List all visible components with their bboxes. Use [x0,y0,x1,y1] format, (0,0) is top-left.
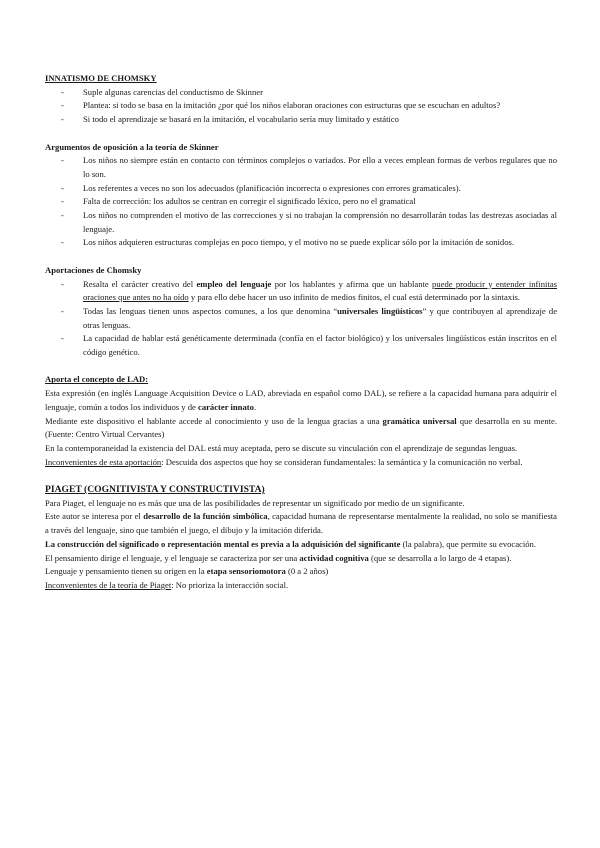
bold-term: desarrollo de la función simbólica [143,511,268,522]
argumentos-list [45,154,557,250]
section-title-aportaciones: Aportaciones de Chomsky [45,264,142,275]
underlined-label: Inconvenientes de la teoría de Piaget [45,579,172,590]
bold-term: etapa sensoriomotora [206,566,286,577]
document-page [45,72,557,593]
list-item: - Falta de corrección: los adultos se centran en corregir el significado léxico, pero no el gramatical [83,195,557,209]
section-title-argumentos: Argumentos de oposición a la teoría de Skinner [45,141,219,152]
paragraph: Lenguaje y pensamiento tienen su origen en la etapa sensoriomotora (0 a 2 años) [45,566,329,577]
list-item: - Todas las lenguas tienen unos aspectos comunes, a los que denomina “universales lingüísticos” y que contribuyen al aprendizaje de otras lenguas. [83,305,557,332]
bold-term: gramática universal [382,415,457,426]
bold-term: universales lingüísticos [337,305,423,316]
bold-term: actividad cognitiva [299,552,369,563]
section-title-innatismo: INNATISMO DE CHOMSKY [45,73,157,83]
list-item: - Los niños adquieren estructuras complejas en poco tiempo, y el motivo no se puede explicar sólo por la imitación de sonidos. [83,236,557,250]
paragraph: El pensamiento dirige el lenguaje, y el lenguaje se caracteriza por ser una actividad cognitiva (que se desarrolla a lo largo de 4 etapas). [45,552,512,563]
list-item: - Si todo el aprendizaje se basará en la imitación, el vocabulario sería muy limitado y estático [83,113,557,127]
list-item: - Resalta el carácter creativo del empleo del lenguaje por los hablantes y afirma que un hablante puede producir y entender infinitas oraciones que antes no ha oído y para ello debe hacer un uso infinito de medios finitos, el cual está determinado por la sintaxis. [83,278,557,305]
list-item: - Los niños no siempre están en contacto con términos complejos o variados. Por ello a veces emplean formas de verbos regulares que no lo son. [83,154,557,181]
paragraph: La construcción del significado o representación mental es previa a la adquisición del significante (la palabra), que permite su evocación. [45,538,536,549]
section-title-lad: Aporta el concepto de LAD: [45,374,149,385]
bold-term: La construcción del significado o representación mental es previa a la adquisición del significante [45,538,401,549]
bold-term: empleo del lenguaje [196,278,272,289]
paragraph: Inconvenientes de esta aportación: Descuida dos aspectos que hoy se consideran fundamentales: la semántica y la comunicación no verbal. [45,456,523,467]
list-item: - Los niños no comprenden el motivo de las correcciones y si no trabajan la comprensión no desarrollarán todas las destrezas asociadas al lenguaje. [83,209,557,236]
paragraph: Mediante este dispositivo el hablante accede al conocimiento y uso de la lengua gracias a una gramática universal que desarrolla en su mente. (Fuente: Centro Virtual Cervantes) [45,415,557,440]
paragraph: En la contemporaneidad la existencia del DAL está muy aceptada, pero se discute su vinculación con el aprendizaje de segundas lenguas. [45,442,518,453]
list-item: - La capacidad de hablar está genéticamente determinada (confía en el factor biológico) y los universales lingüísticos están inscritos en el código genético. [83,332,557,359]
aportaciones-list [45,278,557,360]
underlined-label: Inconvenientes de esta aportación [45,456,162,467]
list-item: - Plantea: si todo se basa en la imitación ¿por qué los niños elaboran oraciones con estructuras que se escuchan en adultos? [83,99,557,113]
list-item: - Suple algunas carencias del conductismo de Skinner [83,86,557,100]
paragraph: Esta expresión (en inglés Language Acquisition Device o LAD, abreviada en español como DAL), se refiere a la capacidad humana para adquirir el lenguaje, común a todos los individuos y de carácter innato. [45,388,557,412]
section-title-piaget: PIAGET (COGNITIVISTA Y CONSTRUCTIVISTA) [45,484,265,496]
underlined-phrase: puede producir y entender infinitas oraciones que antes no ha oído [83,278,557,303]
bold-term: carácter innato [198,401,254,412]
paragraph: Para Piaget, el lenguaje no es más que una de las posibilidades de representar un significado por medio de un significante. [45,497,465,508]
paragraph: Este autor se interesa por el desarrollo de la función simbólica, capacidad humana de representarse mentalmente la realidad, no solo se manifiesta a través del lenguaje, sino que también el juego, el dibujo y la imitación diferida. [45,511,557,536]
paragraph: Inconvenientes de la teoría de Piaget: No prioriza la interacción social. [45,579,289,590]
list-item: - Los referentes a veces no son los adecuados (planificación incorrecta o expresiones con errores gramaticales). [83,182,557,196]
innatismo-list [45,86,557,127]
